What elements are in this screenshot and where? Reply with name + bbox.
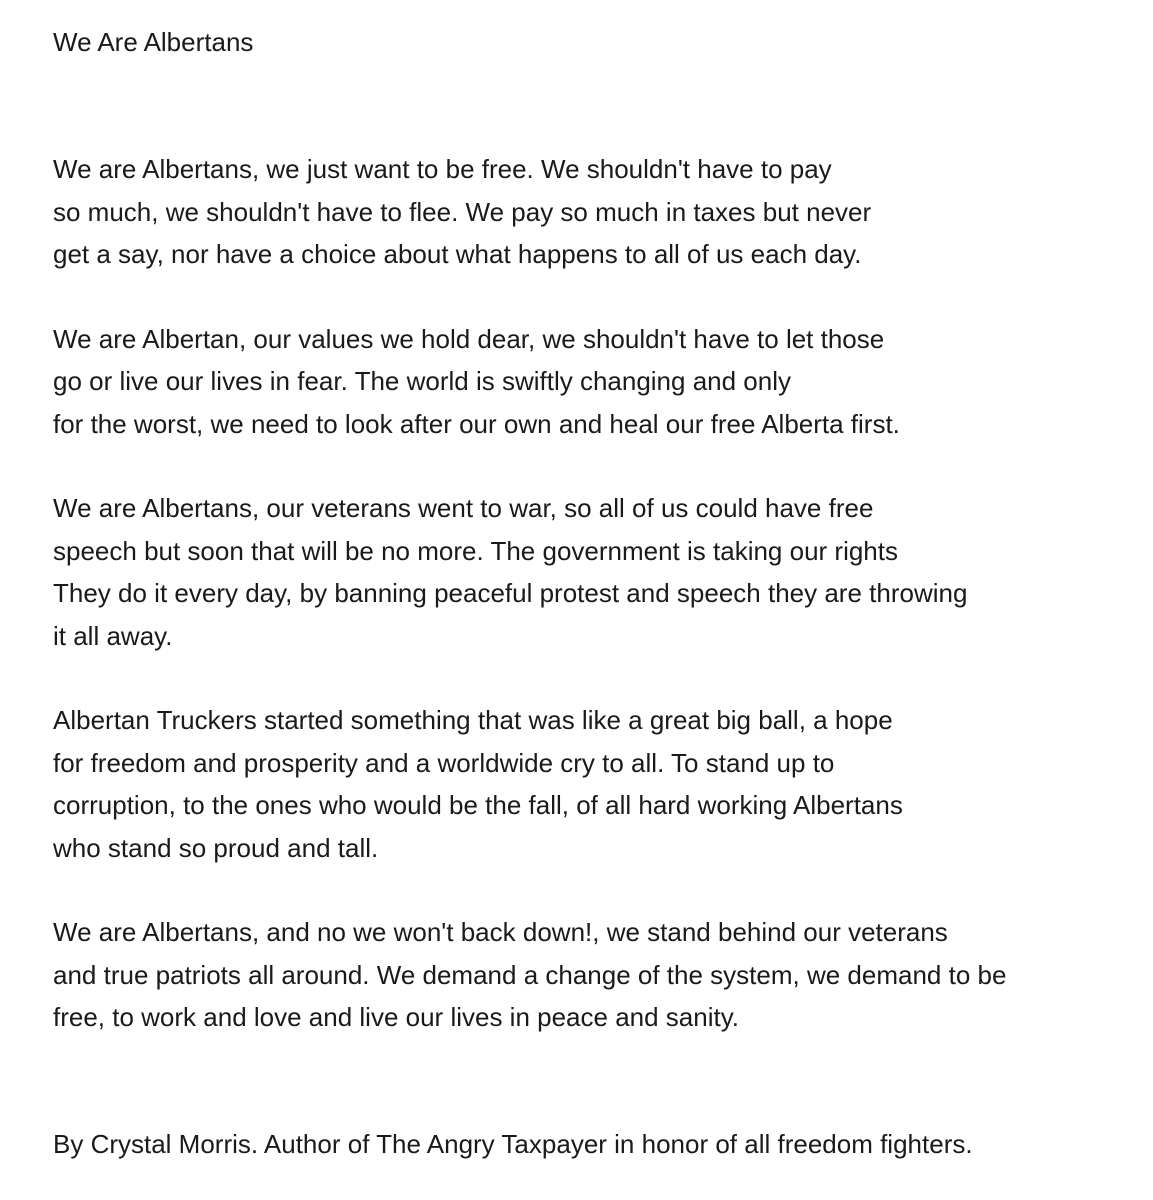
poem-document bbox=[53, 22, 1143, 1081]
poem-line: it all away. bbox=[53, 620, 173, 651]
poem-line: free, to work and love and live our lives in peace and sanity. bbox=[53, 1002, 740, 1032]
poem-line: who stand so proud and tall. bbox=[53, 832, 379, 863]
poem-line: They do it every day, by banning peaceful protest and speech they are throwing bbox=[53, 578, 968, 608]
poem-line: and true patriots all around. We demand a change of the system, we demand to be bbox=[53, 959, 1007, 990]
poem-line: speech but soon that will be no more. The government is taking our rights bbox=[53, 535, 898, 566]
stanza bbox=[53, 487, 1143, 657]
poem-line: We are Albertans, we just want to be free. We shouldn't have to pay bbox=[53, 154, 832, 184]
stanza bbox=[53, 911, 1143, 1039]
author-byline: By Crystal Morris. Author of The Angry Taxpayer in honor of all freedom fighters. bbox=[53, 1129, 973, 1159]
poem-line: for freedom and prosperity and a worldwide cry to all. To stand up to bbox=[53, 747, 835, 778]
stanza bbox=[53, 148, 1143, 276]
poem-line: We are Albertans, and no we won't back down!, we stand behind our veterans bbox=[53, 917, 948, 947]
poem-line: We are Albertan, our values we hold dear, we shouldn't have to let those bbox=[53, 323, 885, 354]
poem-line: for the worst, we need to look after our own and heal our free Alberta first. bbox=[53, 408, 900, 439]
poem-line: get a say, nor have a choice about what happens to all of us each day. bbox=[53, 239, 862, 269]
stanza bbox=[53, 699, 1143, 869]
poem-line: Albertan Truckers started something that was like a great big ball, a hope bbox=[53, 705, 893, 735]
poem-line: corruption, to the ones who would be the fall, of all hard working Albertans bbox=[53, 790, 903, 820]
stanza bbox=[53, 318, 1143, 446]
poem-line: We are Albertans, our veterans went to war, so all of us could have free bbox=[53, 493, 874, 523]
poem-body bbox=[53, 148, 1143, 1039]
poem-title: We Are Albertans bbox=[53, 27, 254, 57]
poem-line: so much, we shouldn't have to flee. We pay so much in taxes but never bbox=[53, 196, 872, 227]
poem-line: go or live our lives in fear. The world is swiftly changing and only bbox=[53, 366, 792, 396]
